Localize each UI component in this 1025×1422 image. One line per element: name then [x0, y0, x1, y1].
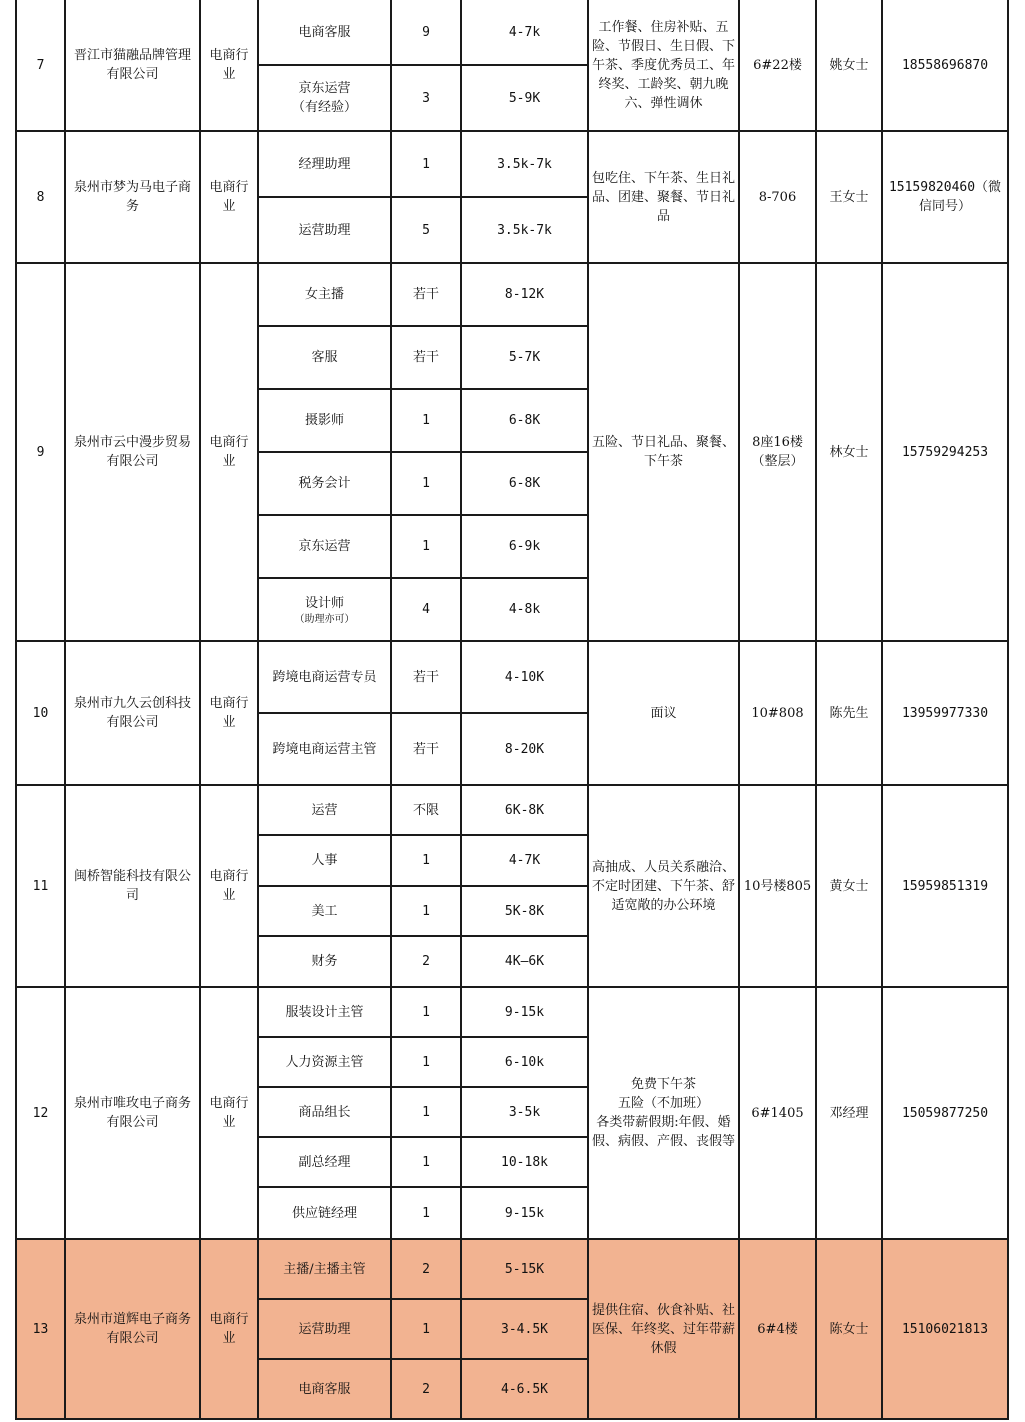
position-title-cell: [258, 936, 391, 987]
salary-cell: 6-9k: [461, 515, 588, 578]
table-row: [16, 987, 1008, 1037]
salary-cell: 5-15K: [461, 1239, 588, 1299]
industry-cell: 电商行业: [200, 0, 258, 131]
job-listing-table: [15, 0, 1009, 1420]
benefits-cell: 高抽成、人员关系融洽、不定时团建、下午茶、舒适宽敞的办公环境: [588, 785, 739, 987]
position-title-cell: [258, 1359, 391, 1419]
salary-cell: 4-10K: [461, 641, 588, 713]
table-row: [16, 0, 1008, 65]
row-number-cell: 8: [16, 131, 65, 263]
salary-cell: 3-5k: [461, 1087, 588, 1137]
headcount-cell: 9: [391, 0, 461, 65]
position-title: 税务会计: [298, 476, 351, 491]
table-row: [16, 131, 1008, 197]
benefits-cell: 工作餐、住房补贴、五险、节假日、生日假、下午茶、季度优秀员工、年终奖、工龄奖、朝九晚六、弹性调休: [588, 0, 739, 131]
headcount-cell: 2: [391, 1239, 461, 1299]
row-number-cell: 7: [16, 0, 65, 131]
address-cell: 10#808: [739, 641, 816, 785]
row-number-cell: 12: [16, 987, 65, 1239]
headcount-cell: 1: [391, 389, 461, 452]
headcount-cell: 1: [391, 131, 461, 197]
position-title: 女主播: [304, 287, 344, 302]
headcount-cell: 2: [391, 1359, 461, 1419]
table-row: [16, 641, 1008, 713]
headcount-cell: 1: [391, 886, 461, 936]
position-title-cell: [258, 131, 391, 197]
industry-cell: 电商行业: [200, 785, 258, 987]
position-title-cell: [258, 1299, 391, 1359]
industry-cell: 电商行业: [200, 1239, 258, 1419]
position-title: 供应链经理: [291, 1205, 357, 1221]
table-body: [16, 0, 1008, 1419]
position-title: 设计师: [304, 595, 344, 611]
salary-cell: 6-8K: [461, 452, 588, 515]
position-title: 主播/主播主管: [283, 1261, 366, 1277]
position-title-cell: [258, 389, 391, 452]
salary-cell: 5K-8K: [461, 886, 588, 936]
position-title-cell: [258, 886, 391, 936]
headcount-cell: 5: [391, 197, 461, 263]
position-title-cell: [258, 1239, 391, 1299]
company-name-cell: 泉州市梦为马电子商务: [65, 131, 200, 263]
position-title: 运营助理: [298, 222, 351, 238]
position-title: 运营: [311, 802, 338, 818]
company-name-cell: 泉州市云中漫步贸易有限公司: [65, 263, 200, 641]
position-title-cell: [258, 785, 391, 835]
headcount-cell: 4: [391, 578, 461, 641]
position-title: 人事: [311, 853, 338, 868]
headcount-cell: 1: [391, 1299, 461, 1359]
position-title-cell: [258, 1037, 391, 1087]
phone-cell: 15059877250: [882, 987, 1008, 1239]
headcount-cell: 若干: [391, 263, 461, 326]
address-cell: 10号楼805: [739, 785, 816, 987]
phone-cell: 15106021813: [882, 1239, 1008, 1419]
position-title-cell: [258, 1137, 391, 1187]
headcount-cell: 1: [391, 1037, 461, 1087]
address-cell: 6#22楼: [739, 0, 816, 131]
position-title: 人力资源主管: [285, 1054, 364, 1070]
salary-cell: 4K—6K: [461, 936, 588, 987]
contact-person-cell: 邓经理: [816, 987, 882, 1239]
salary-cell: 8-12K: [461, 263, 588, 326]
position-title: 跨境电商运营主管: [272, 741, 377, 757]
headcount-cell: 1: [391, 1187, 461, 1239]
position-title: 电商客服: [298, 24, 351, 40]
position-title-cell: [258, 987, 391, 1037]
position-title: 美工: [311, 903, 338, 919]
company-name-cell: 闽桥智能科技有限公司: [65, 785, 200, 987]
salary-cell: 3-4.5K: [461, 1299, 588, 1359]
address-cell: 6#1405: [739, 987, 816, 1239]
benefits-cell: 提供住宿、伙食补贴、社医保、年终奖、过年带薪休假: [588, 1239, 739, 1419]
address-cell: 6#4楼: [739, 1239, 816, 1419]
salary-cell: 3.5k-7k: [461, 197, 588, 263]
headcount-cell: 若干: [391, 641, 461, 713]
salary-cell: 4-7K: [461, 835, 588, 886]
benefits-cell: 五险、节日礼品、聚餐、下午茶: [588, 263, 739, 641]
row-number-cell: 10: [16, 641, 65, 785]
position-title-cell: [258, 65, 391, 131]
table-row: [16, 1239, 1008, 1299]
contact-person-cell: 王女士: [816, 131, 882, 263]
position-title: 摄影师: [304, 413, 344, 428]
phone-cell: 13959977330: [882, 641, 1008, 785]
headcount-cell: 1: [391, 1137, 461, 1187]
headcount-cell: 若干: [391, 713, 461, 785]
headcount-cell: 1: [391, 987, 461, 1037]
position-note: （助理亦可）: [294, 613, 355, 625]
position-title: 运营助理: [298, 1321, 351, 1337]
position-title-cell: [258, 515, 391, 578]
position-title: 跨境电商运营专员: [272, 669, 377, 685]
position-title: 客服: [311, 350, 338, 365]
position-title-cell: [258, 1187, 391, 1239]
benefits-cell: 包吃住、下午茶、生日礼品、团建、聚餐、节日礼品: [588, 131, 739, 263]
salary-cell: 6-10k: [461, 1037, 588, 1087]
salary-cell: 4-7k: [461, 0, 588, 65]
headcount-cell: 1: [391, 835, 461, 886]
salary-cell: 5-7K: [461, 326, 588, 389]
salary-cell: 5-9K: [461, 65, 588, 131]
position-title: 商品组长: [298, 1104, 351, 1120]
headcount-cell: 2: [391, 936, 461, 987]
headcount-cell: 3: [391, 65, 461, 131]
table-row: [16, 785, 1008, 835]
industry-cell: 电商行业: [200, 641, 258, 785]
phone-cell: 18558696870: [882, 0, 1008, 131]
table-row: [16, 263, 1008, 326]
position-title: 副总经理: [298, 1154, 351, 1170]
position-title: 服装设计主管: [285, 1004, 364, 1020]
salary-cell: 6K-8K: [461, 785, 588, 835]
salary-cell: 4-8k: [461, 578, 588, 641]
contact-person-cell: 姚女士: [816, 0, 882, 131]
contact-person-cell: 林女士: [816, 263, 882, 641]
company-name-cell: 泉州市唯玫电子商务有限公司: [65, 987, 200, 1239]
position-title: 财务: [311, 954, 338, 969]
position-title-cell: [258, 326, 391, 389]
industry-cell: 电商行业: [200, 131, 258, 263]
industry-cell: 电商行业: [200, 263, 258, 641]
phone-cell: 15959851319: [882, 785, 1008, 987]
position-title-cell: [258, 0, 391, 65]
company-name-cell: 晋江市猫融品牌管理有限公司: [65, 0, 200, 131]
benefits-cell: 面议: [588, 641, 739, 785]
address-cell: 8座16楼（整层）: [739, 263, 816, 641]
position-title-cell: [258, 1087, 391, 1137]
position-title-cell: [258, 835, 391, 886]
position-title-cell: [258, 197, 391, 263]
position-title-cell: [258, 578, 391, 641]
headcount-cell: 1: [391, 452, 461, 515]
contact-person-cell: 陈先生: [816, 641, 882, 785]
salary-cell: 8-20K: [461, 713, 588, 785]
salary-cell: 9-15k: [461, 1187, 588, 1239]
salary-cell: 6-8K: [461, 389, 588, 452]
phone-cell: 15759294253: [882, 263, 1008, 641]
position-title-cell: [258, 641, 391, 713]
salary-cell: 4-6.5K: [461, 1359, 588, 1419]
contact-person-cell: 黄女士: [816, 785, 882, 987]
headcount-cell: 若干: [391, 326, 461, 389]
company-name-cell: 泉州市道辉电子商务有限公司: [65, 1239, 200, 1419]
benefits-cell: 免费下午茶 五险（不加班） 各类带薪假期:年假、婚假、病假、产假、丧假等: [588, 987, 739, 1239]
headcount-cell: 1: [391, 1087, 461, 1137]
position-title: 电商客服: [298, 1381, 351, 1397]
contact-person-cell: 陈女士: [816, 1239, 882, 1419]
headcount-cell: 1: [391, 515, 461, 578]
row-number-cell: 9: [16, 263, 65, 641]
salary-cell: 9-15k: [461, 987, 588, 1037]
position-title: 京东运营: [298, 539, 351, 554]
row-number-cell: 11: [16, 785, 65, 987]
position-title: 京东运营 （有经验）: [291, 81, 357, 115]
position-title-cell: [258, 713, 391, 785]
position-title-cell: [258, 263, 391, 326]
phone-cell: 15159820460（微信同号）: [882, 131, 1008, 263]
headcount-cell: 不限: [391, 785, 461, 835]
salary-cell: 3.5k-7k: [461, 131, 588, 197]
address-cell: 8-706: [739, 131, 816, 263]
position-title: 经理助理: [298, 156, 351, 172]
industry-cell: 电商行业: [200, 987, 258, 1239]
position-title-cell: [258, 452, 391, 515]
company-name-cell: 泉州市九久云创科技有限公司: [65, 641, 200, 785]
row-number-cell: 13: [16, 1239, 65, 1419]
salary-cell: 10-18k: [461, 1137, 588, 1187]
